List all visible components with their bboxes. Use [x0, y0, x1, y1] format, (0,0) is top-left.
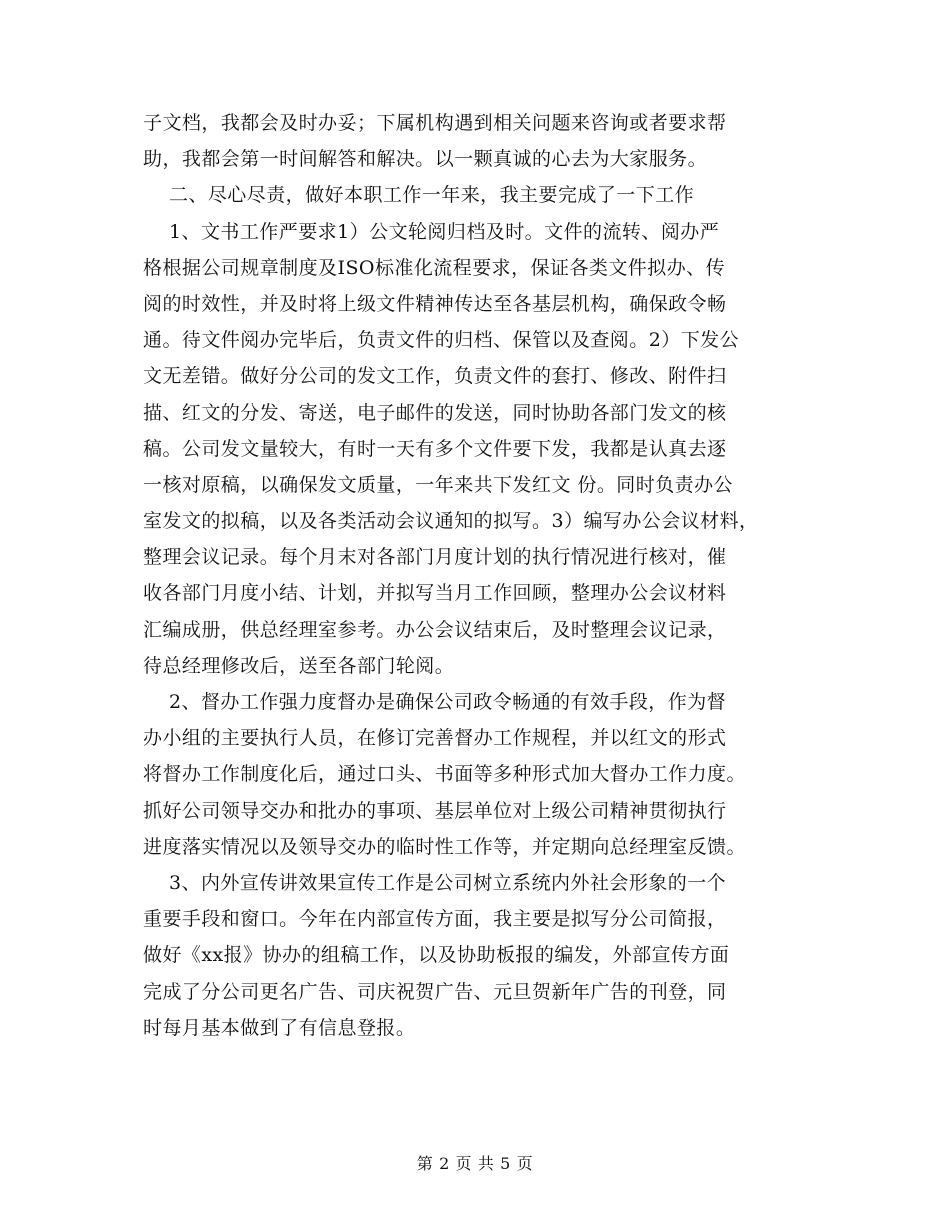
- text-line: 重要手段和窗口。今年在内部宣传方面，我主要是拟写分公司简报，: [143, 908, 727, 931]
- text-line: 描、红文的分发、寄送，电子邮件的发送，同时协助各部门发文的核: [143, 401, 727, 424]
- text-line: 完成了分公司更名广告、司庆祝贺广告、元旦贺新年广告的刊登，同: [143, 980, 727, 1003]
- text-line: 做好《xx报》协办的组稿工作，以及协助板报的编发，外部宣传方面: [143, 944, 730, 967]
- text-line: 一核对原稿，以确保发文质量，一年来共下发红文 份。同时负责办公: [143, 473, 733, 496]
- text-line: 助，我都会第一时间解答和解决。以一颗真诚的心去为大家服务。: [143, 148, 708, 171]
- text-line: 二、尽心尽责，做好本职工作一年来，我主要完成了一下工作: [143, 184, 695, 207]
- text-line: 进度落实情况以及领导交办的临时性工作等，并定期向总经理室反馈。: [143, 835, 746, 858]
- text-line: 2、督办工作强力度督办是确保公司政令畅通的有效手段，作为督: [143, 691, 727, 713]
- text-line: 通。待文件阅办完毕后，负责文件的归档、保管以及查阅。2）下发公: [143, 329, 740, 352]
- text-line: 阅的时效性，并及时将上级文件精神传达至各基层机构，确保政令畅: [143, 292, 727, 315]
- text-line: 1、文书工作严要求1）公文轮阅归档及时。文件的流转、阅办严: [143, 220, 720, 243]
- body-text: [143, 105, 813, 1046]
- text-line: 汇编成册，供总经理室参考。办公会议结束后，及时整理会议记录，: [143, 618, 727, 641]
- text-line: 抓好公司领导交办和批办的事项、基层单位对上级公司精神贯彻执行: [143, 799, 727, 822]
- text-line: 待总经理修改后，送至各部门轮阅。: [143, 654, 455, 677]
- text-line: 时每月基本做到了有信息登报。: [143, 1016, 416, 1039]
- text-line: 子文档，我都会及时办妥；下属机构遇到相关问题来咨询或者要求帮: [143, 112, 727, 134]
- text-line: 办小组的主要执行人员，在修订完善督办工作规程，并以红文的形式: [143, 727, 727, 750]
- text-line: 文无差错。做好分公司的发文工作，负责文件的套打、修改、附件扫: [143, 365, 727, 388]
- text-line: 稿。公司发文量较大，有时一天有多个文件要下发，我都是认真去逐: [143, 437, 727, 460]
- text-line: 室发文的拟稿，以及各类活动会议通知的拟写。3）编写办公会议材料，: [143, 510, 759, 533]
- text-line: 收各部门月度小结、计划，并拟写当月工作回顾，整理办公会议材料: [143, 582, 727, 605]
- text-line: 3、内外宣传讲效果宣传工作是公司树立系统内外社会形象的一个: [143, 871, 727, 894]
- text-line: 整理会议记录。每个月末对各部门月度计划的执行情况进行核对，催: [143, 546, 727, 569]
- page-footer: 第 2 页 共 5 页: [416, 1154, 534, 1173]
- text-line: 将督办工作制度化后，通过口头、书面等多种形式加大督办工作力度。: [143, 763, 746, 786]
- text-line: 格根据公司规章制度及ISO标准化流程要求，保证各类文件拟办、传: [143, 256, 726, 279]
